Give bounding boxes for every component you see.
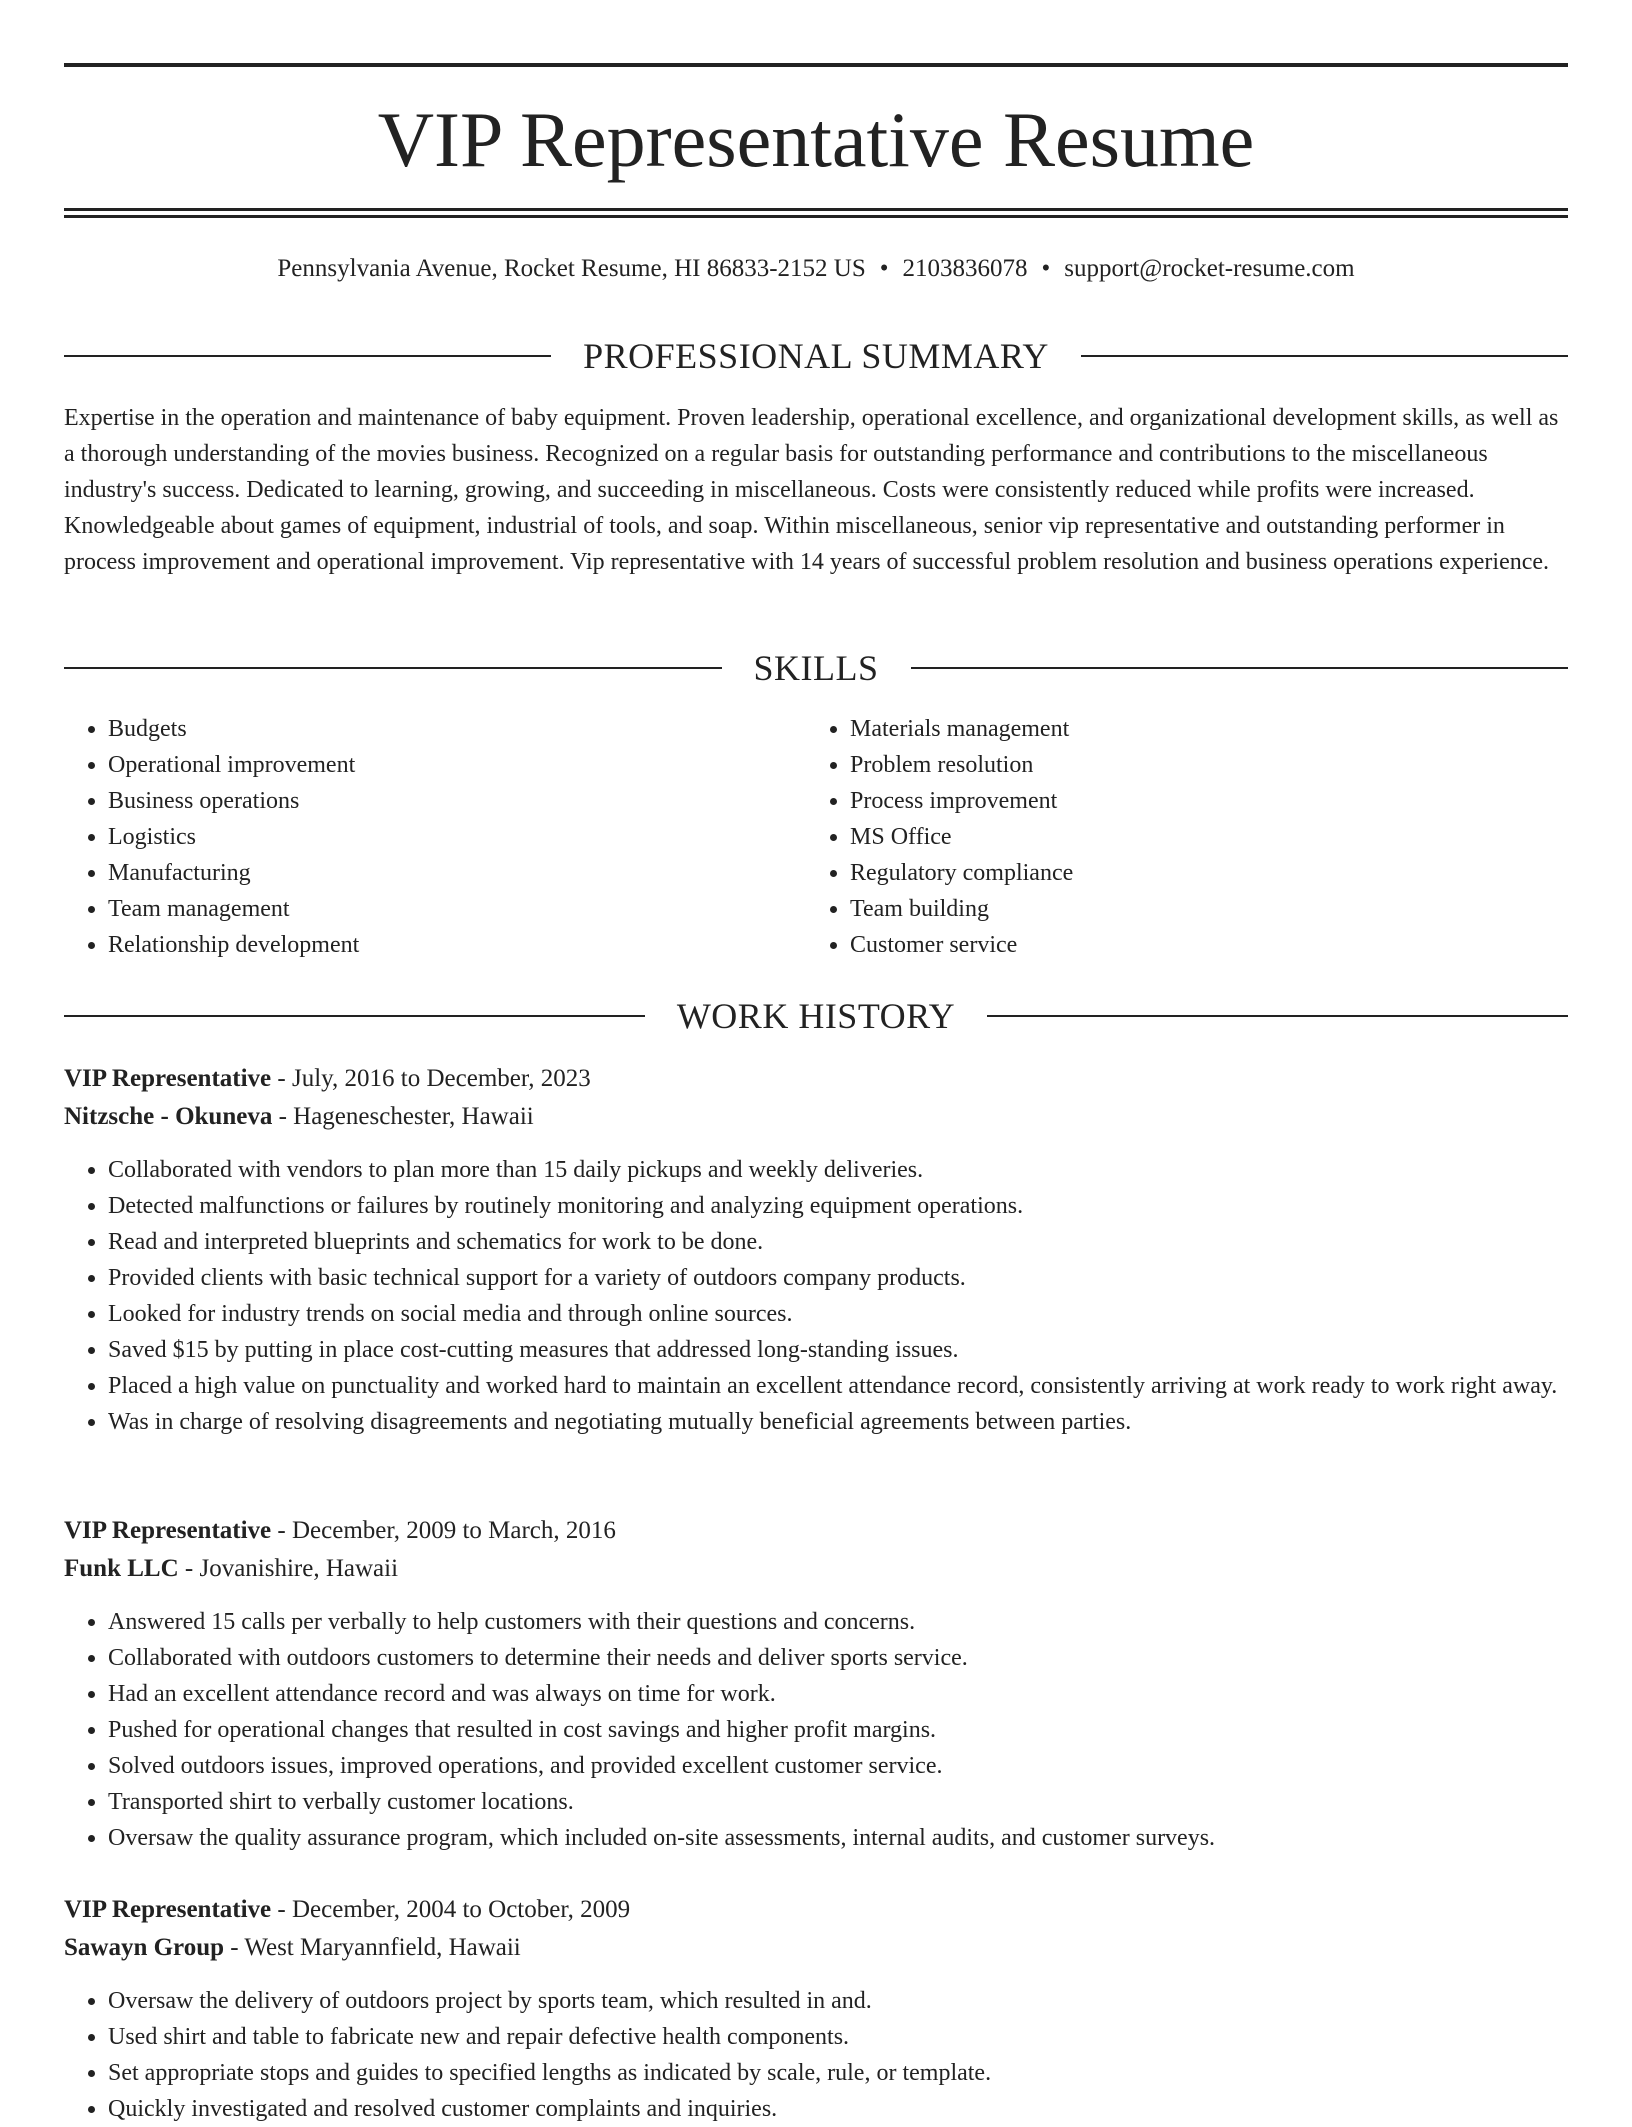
job-title: VIP Representative bbox=[64, 1896, 272, 1923]
section-rule bbox=[911, 667, 1569, 669]
list-item: • Oversaw the delivery of outdoors project by sports team, which resulted in and. bbox=[108, 1983, 1568, 2019]
list-item: • Transported shirt to verbally customer locations. bbox=[108, 1784, 1568, 1820]
list-item: • Looked for industry trends on social media and through online sources. bbox=[108, 1296, 1568, 1332]
skills-column-right bbox=[806, 711, 1548, 963]
section-rule bbox=[987, 1015, 1568, 1017]
contact-separator: • bbox=[879, 255, 889, 282]
job-location: - West Maryannfield, Hawaii bbox=[224, 1934, 521, 1961]
list-item: • Pushed for operational changes that resulted in cost savings and higher profit margins. bbox=[108, 1712, 1568, 1748]
job-title: VIP Representative bbox=[64, 1065, 272, 1092]
professional-summary: Expertise in the operation and maintenance of baby equipment. Proven leadership, operational excellence, and organizational development skills, as well as a thorough understanding of the movies business. Recognized on a regular basis for outstanding performance and contributions to the miscellaneous industry's success. Dedicated to learning, growing, and succeeding in miscellaneous. Costs were consistently reduced while profits were increased. Knowledgeable about games of equipment, industrial of tools, and soap. Within miscellaneous, senior vip representative and outstanding performer in process improvement and operational improvement. Vip representative with 14 years of successful problem resolution and business operations experience. bbox=[64, 405, 1559, 575]
section-heading-skills bbox=[64, 646, 1568, 690]
section-rule bbox=[1081, 355, 1568, 357]
list-item: • Operational improvement bbox=[108, 747, 806, 783]
job-duties bbox=[64, 1983, 1568, 2127]
job-company-line bbox=[64, 1929, 1568, 1967]
list-item: • Budgets bbox=[108, 711, 806, 747]
list-item: • Customer service bbox=[850, 927, 1548, 963]
section-rule bbox=[64, 355, 551, 357]
job-company-line bbox=[64, 1550, 1568, 1588]
list-item: • Process improvement bbox=[850, 783, 1548, 819]
section-heading-work bbox=[64, 994, 1568, 1038]
top-rule bbox=[64, 63, 1568, 67]
section-heading-summary bbox=[64, 334, 1568, 378]
list-item: • Oversaw the quality assurance program, which included on-site assessments, internal audits, and customer surveys. bbox=[108, 1820, 1568, 1856]
job-entry bbox=[64, 1060, 1568, 1440]
list-item: • Provided clients with basic technical support for a variety of outdoors company products. bbox=[108, 1260, 1568, 1296]
list-item: • Collaborated with vendors to plan more than 15 daily pickups and weekly deliveries. bbox=[108, 1152, 1568, 1188]
contact-separator: • bbox=[1041, 255, 1051, 282]
list-item: • Used shirt and table to fabricate new and repair defective health components. bbox=[108, 2019, 1568, 2055]
list-item: • Saved $15 by putting in place cost-cutting measures that addressed long-standing issues. bbox=[108, 1332, 1568, 1368]
job-company-line bbox=[64, 1098, 1568, 1136]
job-dates: - December, 2004 to October, 2009 bbox=[271, 1896, 631, 1923]
contact-address: Pennsylvania Avenue, Rocket Resume, HI 86833-2152 US bbox=[277, 255, 866, 282]
job-company: Funk LLC bbox=[64, 1555, 179, 1582]
list-item: • Logistics bbox=[108, 819, 806, 855]
job-title: VIP Representative bbox=[64, 1517, 272, 1544]
list-item: • Team building bbox=[850, 891, 1548, 927]
list-item: • Manufacturing bbox=[108, 855, 806, 891]
job-title-line bbox=[64, 1512, 1568, 1550]
list-item: • Placed a high value on punctuality and worked hard to maintain an excellent attendance record, consistently arriving at work ready to work right away. bbox=[108, 1368, 1568, 1404]
contact-email: support@rocket-resume.com bbox=[1064, 255, 1355, 282]
list-item: • Read and interpreted blueprints and schematics for work to be done. bbox=[108, 1224, 1568, 1260]
contact-line bbox=[64, 252, 1568, 286]
list-item: • Solved outdoors issues, improved operations, and provided excellent customer service. bbox=[108, 1748, 1568, 1784]
contact-phone: 2103836078 bbox=[902, 255, 1028, 282]
section-title: SKILLS bbox=[753, 648, 879, 688]
list-item: • MS Office bbox=[850, 819, 1548, 855]
skills-column-left bbox=[64, 711, 806, 963]
job-duties bbox=[64, 1604, 1568, 1856]
list-item: • Set appropriate stops and guides to specified lengths as indicated by scale, rule, or template. bbox=[108, 2055, 1568, 2091]
list-item: • Problem resolution bbox=[850, 747, 1548, 783]
page-title: VIP Representative Resume bbox=[377, 96, 1255, 183]
job-duties bbox=[64, 1152, 1568, 1440]
job-dates: - July, 2016 to December, 2023 bbox=[271, 1065, 591, 1092]
list-item: • Relationship development bbox=[108, 927, 806, 963]
list-item: • Detected malfunctions or failures by routinely monitoring and analyzing equipment operations. bbox=[108, 1188, 1568, 1224]
title-double-rule-bottom bbox=[64, 215, 1568, 218]
section-title: PROFESSIONAL SUMMARY bbox=[583, 336, 1049, 376]
section-rule bbox=[64, 1015, 645, 1017]
list-item: • Collaborated with outdoors customers to determine their needs and deliver sports service. bbox=[108, 1640, 1568, 1676]
list-item: • Business operations bbox=[108, 783, 806, 819]
list-item: • Team management bbox=[108, 891, 806, 927]
job-title-line bbox=[64, 1060, 1568, 1098]
list-item: • Had an excellent attendance record and was always on time for work. bbox=[108, 1676, 1568, 1712]
job-entry bbox=[64, 1512, 1568, 1856]
job-dates: - December, 2009 to March, 2016 bbox=[271, 1517, 616, 1544]
list-item: • Answered 15 calls per verbally to help customers with their questions and concerns. bbox=[108, 1604, 1568, 1640]
section-rule bbox=[64, 667, 722, 669]
job-entry bbox=[64, 1891, 1568, 2127]
list-item: • Materials management bbox=[850, 711, 1548, 747]
list-item: • Regulatory compliance bbox=[850, 855, 1548, 891]
job-title-line bbox=[64, 1891, 1568, 1929]
job-location: - Jovanishire, Hawaii bbox=[178, 1555, 399, 1582]
title-double-rule-top bbox=[64, 208, 1568, 211]
list-item: • Was in charge of resolving disagreements and negotiating mutually beneficial agreements between parties. bbox=[108, 1404, 1568, 1440]
list-item: • Quickly investigated and resolved customer complaints and inquiries. bbox=[108, 2091, 1568, 2127]
skills-list bbox=[64, 711, 1568, 963]
job-company: Nitzsche - Okuneva bbox=[64, 1103, 273, 1130]
job-location: - Hageneschester, Hawaii bbox=[272, 1103, 534, 1130]
job-company: Sawayn Group bbox=[64, 1934, 225, 1961]
section-title: WORK HISTORY bbox=[676, 996, 956, 1036]
